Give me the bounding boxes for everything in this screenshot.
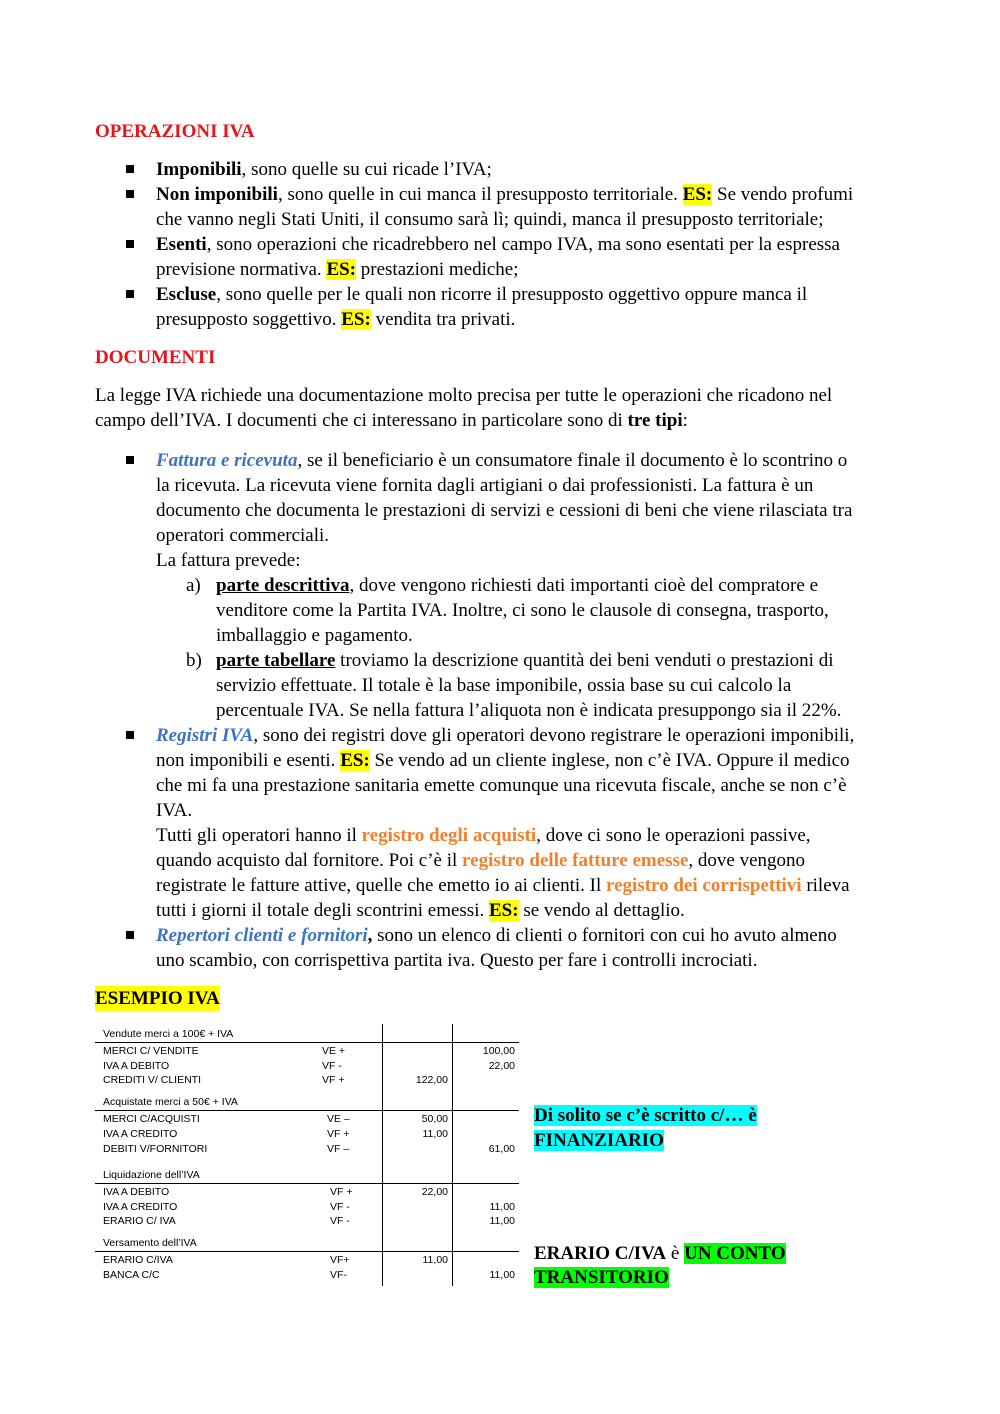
table-type: VF-: [330, 1269, 347, 1281]
table-type: VF –: [327, 1143, 350, 1155]
intro-line1: La legge IVA richiede una documentazione molto precisa per tutte le operazioni che ricadono nel: [95, 385, 833, 406]
table-dare: 122,00: [415, 1074, 448, 1086]
table-account: CREDITI V/ CLIENTI: [103, 1074, 202, 1086]
item-esenti-line2: previsione normativa. ES: prestazioni mediche;: [156, 259, 519, 280]
table-avere: 100,00: [482, 1045, 515, 1057]
parte-tabellare-line3: percentuale IVA. Se nella fattura l’aliquota non è indicata presuppongo sia il 22%.: [216, 700, 842, 721]
bullet-icon: [126, 240, 134, 248]
section-title-esempio-iva: ESEMPIO IVA: [95, 988, 220, 1009]
table-type: VF +: [322, 1074, 345, 1086]
table-type: VF -: [322, 1060, 342, 1072]
table-account: ERARIO C/ IVA: [103, 1215, 176, 1227]
repertori-line2: uno scambio, con corrispettiva partita iva. Questo per fare i controlli incrociati.: [156, 950, 758, 971]
table-rule: [95, 1042, 519, 1043]
list-marker-b: b): [186, 650, 202, 671]
table-account: MERCI C/ VENDITE: [103, 1045, 199, 1057]
table-rule: [95, 1183, 519, 1184]
table-rule: [95, 1110, 519, 1111]
table-block-header: Versamento dell’IVA: [103, 1237, 197, 1249]
table-avere: 11,00: [489, 1269, 515, 1281]
table-block-header: Liquidazione dell’IVA: [103, 1169, 200, 1181]
table-dare: 50,00: [421, 1113, 448, 1125]
table-block-header: Acquistate merci a 50€ + IVA: [103, 1096, 238, 1108]
table-divider: [452, 1024, 453, 1286]
table-account: IVA A DEBITO: [103, 1186, 170, 1198]
table-dare: 11,00: [422, 1254, 448, 1266]
parte-descrittiva: parte descrittiva, dove vengono richiesti dati importanti cioè del compratore e: [216, 575, 818, 596]
table-type: VE +: [322, 1045, 346, 1057]
table-type: VE –: [327, 1113, 350, 1125]
item-esenti: Esenti, sono operazioni che ricadrebbero nel campo IVA, ma sono esentati per la espressa: [156, 234, 840, 255]
table-account: IVA A CREDITO: [103, 1201, 178, 1213]
table-type: VF+: [330, 1254, 350, 1266]
item-non-imponibili-line2: che vanno negli Stati Uniti, il consumo sarà lì; quindi, manca il presupposto territoriale;: [156, 209, 824, 230]
table-block-header: Vendute merci a 100€ + IVA: [103, 1028, 234, 1040]
section-title-documenti: DOCUMENTI: [95, 347, 216, 368]
table-account: BANCA C/C: [103, 1269, 160, 1281]
note-transitorio: ERARIO C/IVA è UN CONTO: [534, 1243, 786, 1264]
table-type: VF -: [330, 1201, 350, 1213]
item-non-imponibili: Non imponibili, sono quelle in cui manca il presupposto territoriale. ES: Se vendo profumi: [156, 184, 854, 205]
item-fattura: Fattura e ricevuta, se il beneficiario è un consumatore finale il documento è lo scontrino o: [156, 450, 848, 471]
fattura-line5: La fattura prevede:: [156, 550, 301, 571]
parte-tabellare-line2: servizio effettuate. Il totale è la base imponibile, ossia base su cui calcolo la: [216, 675, 792, 696]
section-title-operazioni-iva: OPERAZIONI IVA: [95, 121, 255, 142]
table-divider: [382, 1024, 383, 1286]
table-type: VF +: [330, 1186, 353, 1198]
table-avere: 11,00: [489, 1201, 515, 1213]
intro-line2: campo dell’IVA. I documenti che ci interessano in particolare sono di tre tipi:: [95, 410, 688, 431]
bullet-icon: [126, 731, 134, 739]
note-finanziario-line2: FINANZIARIO: [534, 1130, 664, 1151]
parte-tabellare: parte tabellare troviamo la descrizione quantità dei beni venduti o prestazioni di: [216, 650, 834, 671]
registri-line8: tutti i giorni il totale degli scontrini emessi. ES: se vendo al dettaglio.: [156, 900, 685, 921]
table-account: MERCI C/ACQUISTI: [103, 1113, 200, 1125]
parte-descrittiva-line3: imballaggio e pagamento.: [216, 625, 413, 646]
bullet-icon: [126, 190, 134, 198]
item-imponibili: Imponibili, sono quelle su cui ricade l’IVA;: [156, 159, 492, 180]
registri-line4: IVA.: [156, 800, 193, 821]
bullet-icon: [126, 165, 134, 173]
bullet-icon: [126, 290, 134, 298]
table-avere: 11,00: [489, 1215, 515, 1227]
registri-line3: che mi fa una prestazione sanitaria emette comunque una ricevuta fiscale, anche se non c’è: [156, 775, 847, 796]
registri-line7: registrate le fatture attive, quelle che emetto io ai clienti. Il registro dei corrispettivi rileva: [156, 875, 850, 896]
item-repertori: Repertori clienti e fornitori, sono un elenco di clienti o fornitori con cui ho avuto almeno: [156, 925, 837, 946]
table-dare: 22,00: [421, 1186, 448, 1198]
table-type: VF +: [327, 1128, 350, 1140]
item-escluse-line2: presupposto soggettivo. ES: vendita tra privati.: [156, 309, 516, 330]
table-dare: 11,00: [422, 1128, 448, 1140]
accounting-table: [95, 1022, 525, 1286]
table-account: DEBITI V/FORNITORI: [103, 1143, 208, 1155]
table-avere: 22,00: [488, 1060, 515, 1072]
bullet-icon: [126, 931, 134, 939]
table-avere: 61,00: [488, 1143, 515, 1155]
fattura-line3: documento che documenta le prestazioni di servizi e cessioni di beni che viene rilasciata tra: [156, 500, 853, 521]
fattura-line4: operatori commerciali.: [156, 525, 330, 546]
parte-descrittiva-line2: venditore come la Partita IVA. Inoltre, ci sono le clausole di consegna, trasporto,: [216, 600, 829, 621]
table-account: IVA A DEBITO: [103, 1060, 170, 1072]
table-account: IVA A CREDITO: [103, 1128, 178, 1140]
list-marker-a: a): [186, 575, 201, 596]
item-escluse: Escluse, sono quelle per le quali non ricorre il presupposto oggettivo oppure manca il: [156, 284, 808, 305]
bullet-icon: [126, 456, 134, 464]
fattura-line2: la ricevuta. La ricevuta viene fornita dagli artigiani o dai professionisti. La fattura è un: [156, 475, 814, 496]
table-rule: [95, 1251, 519, 1252]
item-registri: Registri IVA, sono dei registri dove gli operatori devono registrare le operazioni imponibili,: [156, 725, 855, 746]
table-account: ERARIO C/IVA: [103, 1254, 173, 1266]
note-transitorio-line2: TRANSITORIO: [534, 1267, 669, 1288]
registri-line5: Tutti gli operatori hanno il registro degli acquisti, dove ci sono le operazioni passive,: [156, 825, 811, 846]
table-type: VF -: [330, 1215, 350, 1227]
note-finanziario: Di solito se c’è scritto c/… è: [534, 1105, 757, 1126]
registri-line2: non imponibili e esenti. ES: Se vendo ad un cliente inglese, non c’è IVA. Oppure il medico: [156, 750, 850, 771]
registri-line6: quando acquisto dal fornitore. Poi c’è il registro delle fatture emesse, dove vengono: [156, 850, 806, 871]
